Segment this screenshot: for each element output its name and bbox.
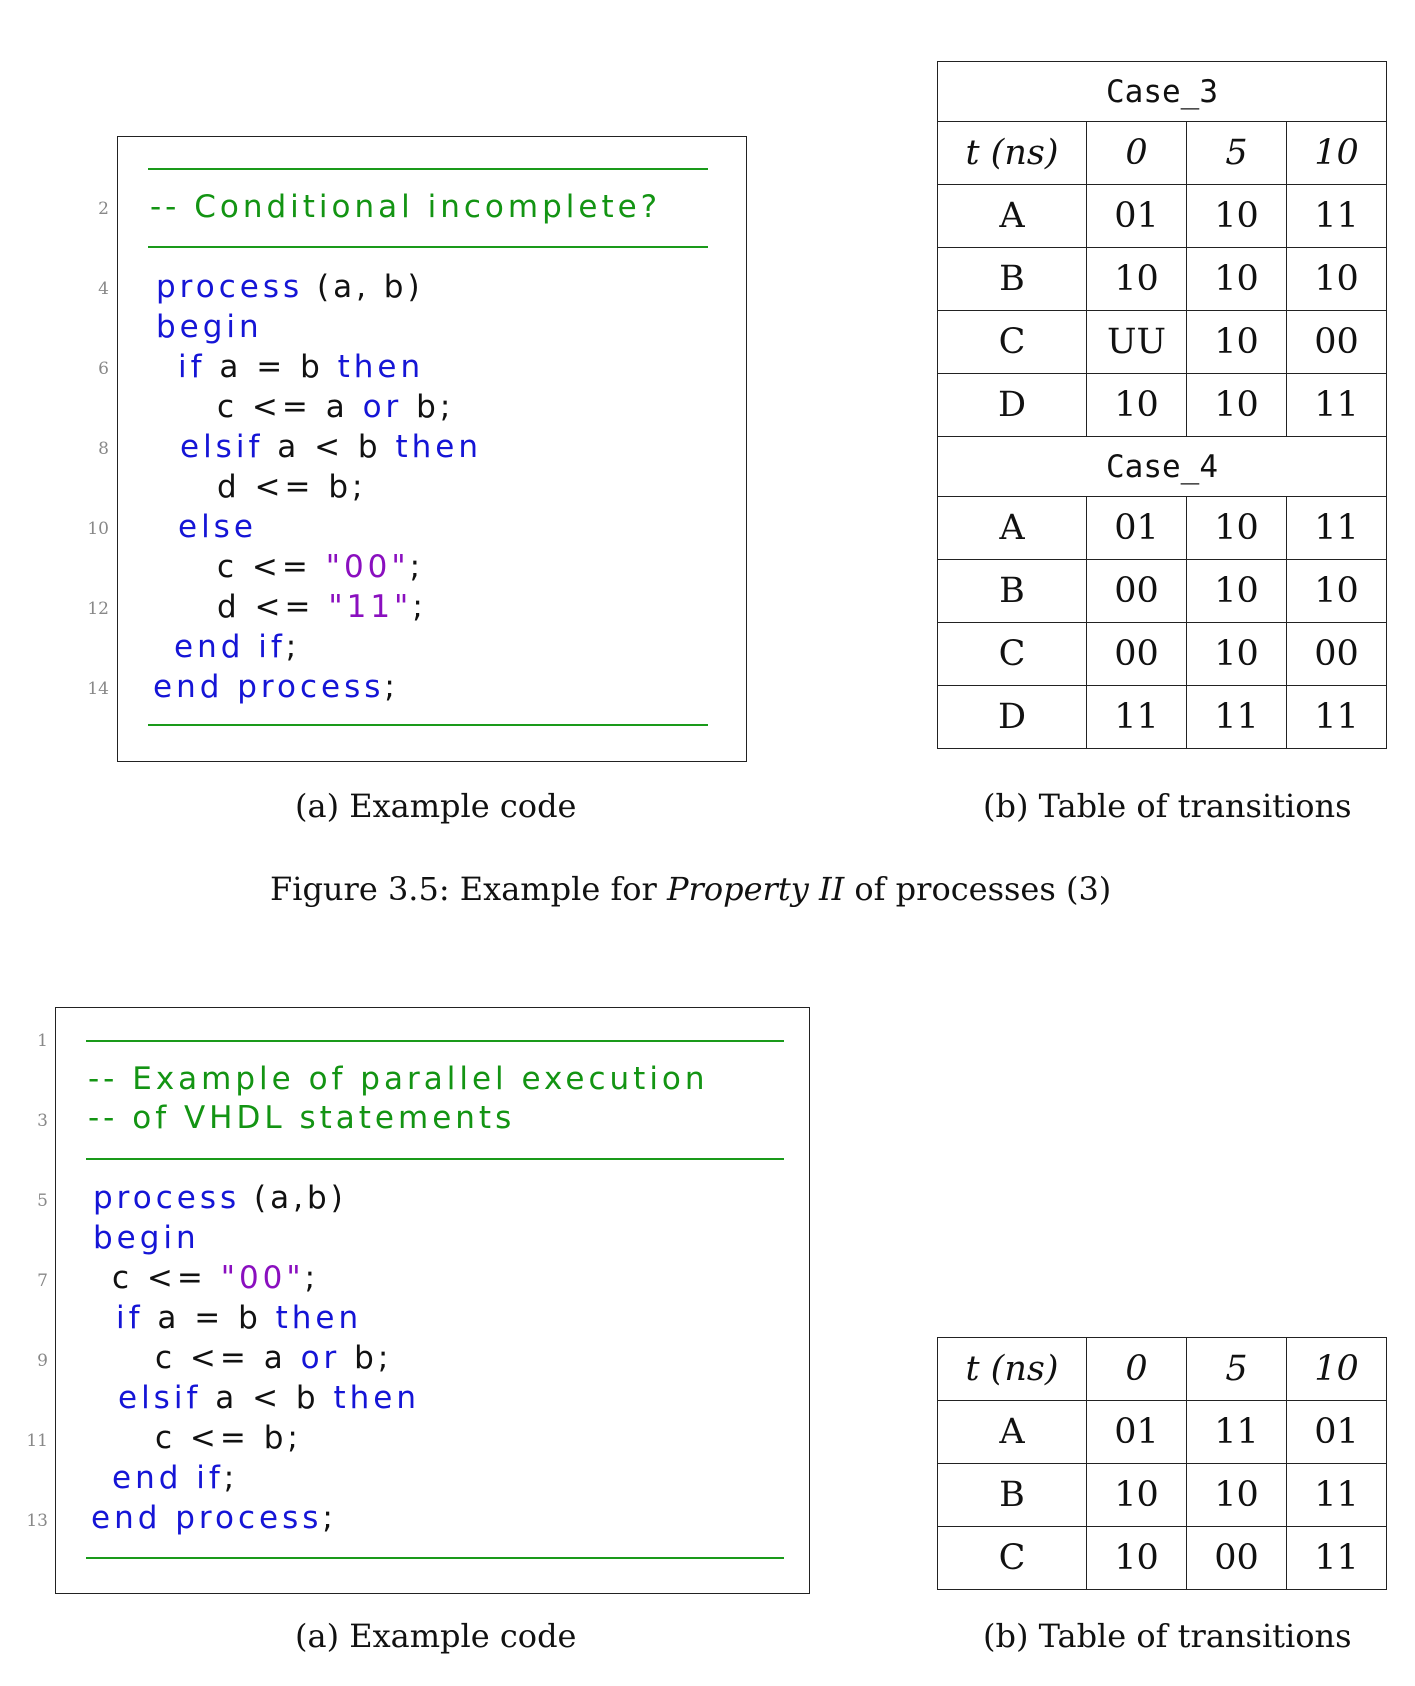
subfigure-caption-a: (a) Example code bbox=[295, 787, 577, 825]
line-number: 10 bbox=[87, 519, 109, 539]
table-cell: 10 bbox=[1187, 1464, 1287, 1527]
case-title: Case_4 bbox=[938, 437, 1387, 497]
table-row bbox=[938, 623, 1387, 686]
table-cell: A bbox=[938, 185, 1087, 248]
code-text: d <= bbox=[217, 589, 329, 625]
code-keyword: then bbox=[337, 349, 425, 385]
table-row bbox=[938, 497, 1387, 560]
line-number: 5 bbox=[37, 1191, 48, 1211]
code-line-2 bbox=[150, 189, 661, 225]
code-text: (a,b) bbox=[240, 1180, 347, 1216]
table-cell: C bbox=[938, 311, 1087, 374]
table-cell: 01 bbox=[1287, 1401, 1387, 1464]
code-text: b; bbox=[340, 1340, 393, 1376]
code-line-6 bbox=[93, 1220, 200, 1256]
code-keyword: if bbox=[178, 349, 206, 385]
code-text: ; bbox=[285, 629, 301, 665]
table-cell: B bbox=[938, 248, 1087, 311]
table-row bbox=[938, 1464, 1387, 1527]
table-cell: 10 bbox=[1187, 248, 1287, 311]
table-cell: C bbox=[938, 1527, 1087, 1590]
code-line-7 bbox=[112, 1260, 319, 1296]
code-line-11 bbox=[155, 1420, 302, 1456]
table-cell: B bbox=[938, 1464, 1087, 1527]
code-string: "00" bbox=[325, 549, 410, 585]
case-title: Case_3 bbox=[938, 62, 1387, 122]
code-text: ; bbox=[322, 1500, 337, 1536]
line-number: 6 bbox=[98, 359, 109, 379]
table-row bbox=[938, 1401, 1387, 1464]
code-text: c <= bbox=[112, 1260, 221, 1296]
table-cell: 10 bbox=[1087, 374, 1187, 437]
line-number: 8 bbox=[98, 439, 109, 459]
code-keyword: process bbox=[93, 1180, 241, 1216]
code-text: c <= a bbox=[217, 389, 363, 425]
code-keyword: elsif bbox=[118, 1380, 202, 1416]
line-number: 4 bbox=[98, 279, 109, 299]
code-string: "00" bbox=[220, 1260, 305, 1296]
code-keyword: end if bbox=[112, 1460, 224, 1496]
header-cell: 0 bbox=[1087, 122, 1187, 185]
table-cell: 11 bbox=[1087, 686, 1187, 749]
comment-rule bbox=[148, 168, 708, 170]
code-keyword: or bbox=[362, 389, 403, 425]
code-listing-a bbox=[117, 136, 747, 762]
table-header-row bbox=[938, 122, 1387, 185]
line-number: 14 bbox=[87, 679, 109, 699]
table-cell: 00 bbox=[1087, 623, 1187, 686]
code-keyword: then bbox=[333, 1380, 420, 1416]
line-number: 7 bbox=[37, 1271, 48, 1291]
header-cell: 0 bbox=[1087, 1338, 1187, 1401]
code-line-14 bbox=[153, 669, 399, 705]
code-line-13 bbox=[91, 1500, 337, 1536]
comment-rule bbox=[148, 246, 708, 248]
table-cell: 11 bbox=[1187, 1401, 1287, 1464]
code-keyword: process bbox=[156, 269, 304, 305]
code-keyword: or bbox=[300, 1340, 341, 1376]
table-cell: D bbox=[938, 686, 1087, 749]
code-line-5 bbox=[93, 1180, 347, 1216]
code-line-12 bbox=[112, 1460, 238, 1496]
table-cell: 11 bbox=[1287, 1464, 1387, 1527]
table-cell: 11 bbox=[1287, 1527, 1387, 1590]
code-text: ; bbox=[223, 1460, 239, 1496]
code-keyword: begin bbox=[93, 1220, 200, 1256]
table-header-row bbox=[938, 1338, 1387, 1401]
figure-caption bbox=[270, 870, 1111, 908]
table-row bbox=[938, 248, 1387, 311]
table-cell: 10 bbox=[1287, 560, 1387, 623]
table-cell: 10 bbox=[1187, 497, 1287, 560]
code-line-4 bbox=[156, 269, 424, 305]
table-cell: B bbox=[938, 560, 1087, 623]
table-cell: 11 bbox=[1287, 497, 1387, 560]
figure-caption-prefix: Figure 3.5: Example for bbox=[270, 870, 668, 908]
table-cell: A bbox=[938, 1401, 1087, 1464]
header-cell: 5 bbox=[1187, 1338, 1287, 1401]
code-line-7 bbox=[217, 389, 454, 425]
code-line-5 bbox=[156, 309, 263, 345]
code-text: ; bbox=[304, 1260, 320, 1296]
header-cell: 10 bbox=[1287, 122, 1387, 185]
table-cell: 11 bbox=[1287, 185, 1387, 248]
code-line-9 bbox=[155, 1340, 392, 1376]
comment-rule bbox=[86, 1040, 784, 1042]
code-line-2 bbox=[88, 1061, 709, 1097]
table-cell: C bbox=[938, 623, 1087, 686]
table-row bbox=[938, 185, 1387, 248]
figure-caption-italic: Property II bbox=[667, 870, 845, 908]
code-text: c <= b; bbox=[155, 1420, 302, 1456]
code-comment: -- Conditional incomplete? bbox=[150, 189, 662, 225]
code-keyword: then bbox=[275, 1300, 363, 1336]
code-text: (a, b) bbox=[303, 269, 424, 305]
table-cell: 11 bbox=[1287, 374, 1387, 437]
code-listing-b bbox=[55, 1007, 810, 1594]
table-cell: 10 bbox=[1187, 623, 1287, 686]
line-number: 1 bbox=[37, 1031, 48, 1051]
table-row bbox=[938, 311, 1387, 374]
transition-table-b bbox=[937, 1337, 1387, 1590]
code-line-10 bbox=[178, 509, 257, 545]
code-text: c <= a bbox=[155, 1340, 301, 1376]
code-text: d <= b; bbox=[217, 469, 367, 505]
table-cell: 10 bbox=[1187, 185, 1287, 248]
code-text: ; bbox=[409, 549, 425, 585]
table-cell: 10 bbox=[1087, 1464, 1187, 1527]
table-cell: 11 bbox=[1187, 686, 1287, 749]
code-keyword: if bbox=[116, 1300, 144, 1336]
table-cell: 10 bbox=[1087, 1527, 1187, 1590]
table-cell: A bbox=[938, 497, 1087, 560]
table-cell: 00 bbox=[1087, 560, 1187, 623]
line-number: 11 bbox=[26, 1431, 48, 1451]
code-text: ; bbox=[412, 589, 427, 625]
table-cell: 10 bbox=[1187, 560, 1287, 623]
code-line-8 bbox=[116, 1300, 362, 1336]
code-line-13 bbox=[174, 629, 300, 665]
code-string: "11" bbox=[328, 589, 413, 625]
header-cell: t (ns) bbox=[938, 122, 1087, 185]
table-cell: D bbox=[938, 374, 1087, 437]
code-text: ; bbox=[384, 669, 399, 705]
line-number: 13 bbox=[26, 1511, 48, 1531]
subfigure-caption-b: (b) Table of transitions bbox=[983, 1617, 1352, 1655]
code-line-9 bbox=[217, 469, 366, 505]
table-cell: 00 bbox=[1187, 1527, 1287, 1590]
subfigure-caption-a: (a) Example code bbox=[295, 1617, 577, 1655]
subfigure-caption-b: (b) Table of transitions bbox=[983, 787, 1352, 825]
header-cell: 5 bbox=[1187, 122, 1287, 185]
line-number: 12 bbox=[87, 599, 109, 619]
line-number: 9 bbox=[37, 1351, 48, 1371]
comment-rule bbox=[86, 1158, 784, 1160]
table-cell: 00 bbox=[1287, 311, 1387, 374]
code-line-12 bbox=[217, 589, 427, 625]
code-comment: -- Example of parallel execution bbox=[88, 1061, 709, 1097]
code-text: c <= bbox=[217, 549, 326, 585]
table-cell: 00 bbox=[1287, 623, 1387, 686]
code-text: a < b bbox=[201, 1380, 334, 1416]
table-row bbox=[938, 1527, 1387, 1590]
code-line-8 bbox=[180, 429, 482, 465]
table-cell: 10 bbox=[1187, 374, 1287, 437]
line-number: 3 bbox=[37, 1111, 48, 1131]
table-cell: UU bbox=[1087, 311, 1187, 374]
header-cell: 10 bbox=[1287, 1338, 1387, 1401]
code-keyword: else bbox=[178, 509, 257, 545]
table-cell: 10 bbox=[1087, 248, 1187, 311]
header-cell: t (ns) bbox=[938, 1338, 1087, 1401]
code-text: a < b bbox=[263, 429, 396, 465]
table-row bbox=[938, 686, 1387, 749]
line-number: 2 bbox=[98, 199, 109, 219]
table-row bbox=[938, 560, 1387, 623]
code-line-11 bbox=[217, 549, 424, 585]
transition-table-a bbox=[937, 61, 1387, 749]
code-line-10 bbox=[118, 1380, 420, 1416]
code-keyword: then bbox=[395, 429, 482, 465]
table-row bbox=[938, 62, 1387, 122]
table-cell: 01 bbox=[1087, 1401, 1187, 1464]
code-comment: -- of VHDL statements bbox=[88, 1100, 516, 1136]
code-text: a = b bbox=[143, 1300, 276, 1336]
code-keyword: end process bbox=[153, 669, 385, 705]
figure-caption-suffix: of processes (3) bbox=[844, 870, 1112, 908]
code-keyword: end if bbox=[174, 629, 286, 665]
table-row bbox=[938, 437, 1387, 497]
code-keyword: begin bbox=[156, 309, 263, 345]
code-keyword: elsif bbox=[180, 429, 264, 465]
code-line-3 bbox=[88, 1100, 515, 1136]
table-cell: 01 bbox=[1087, 497, 1187, 560]
comment-rule bbox=[148, 724, 708, 726]
comment-rule bbox=[86, 1557, 784, 1559]
table-cell: 11 bbox=[1287, 686, 1387, 749]
table-cell: 01 bbox=[1087, 185, 1187, 248]
code-text: b; bbox=[402, 389, 455, 425]
code-line-6 bbox=[178, 349, 424, 385]
table-row bbox=[938, 374, 1387, 437]
code-keyword: end process bbox=[91, 1500, 323, 1536]
table-cell: 10 bbox=[1287, 248, 1387, 311]
table-cell: 10 bbox=[1187, 311, 1287, 374]
code-text: a = b bbox=[205, 349, 338, 385]
